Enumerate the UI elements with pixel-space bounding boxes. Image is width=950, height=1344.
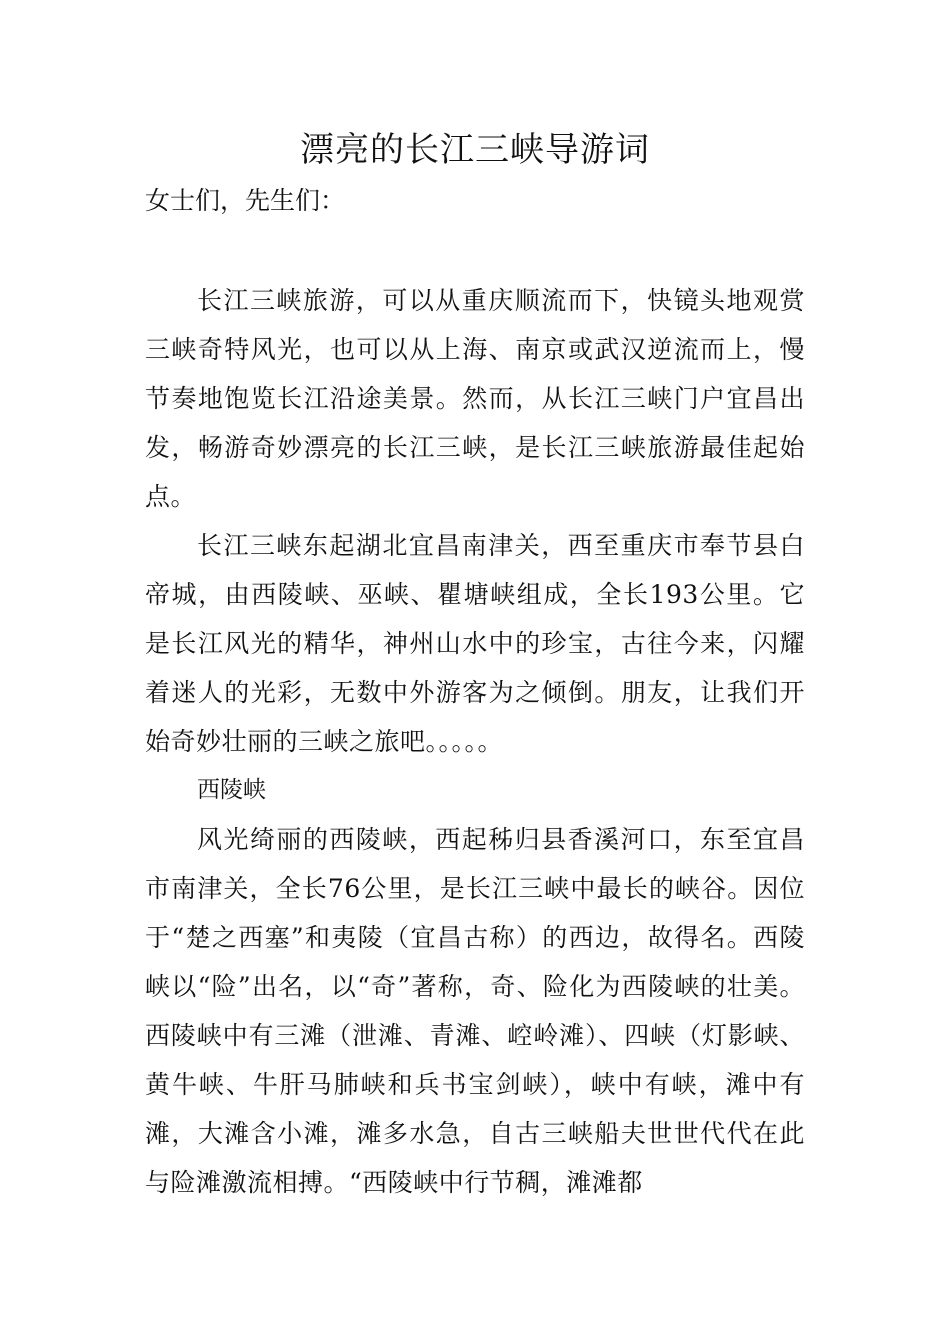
- document-title: 漂亮的长江三峡导游词: [300, 130, 650, 170]
- paragraph-xiling: 风光绮丽的西陵峡，西起秭归县香溪河口，东至宜昌市南津关，全长76公里，是长江三峡中最长的峡谷。因位于“楚之西塞”和夷陵（宜昌古称）的西边，故得名。西陵峡以“险”出名，以“奇”著称，奇、险化为西陵峡的壮美。西陵峡中有三滩（泄滩、青滩、崆岭滩）、四峡（灯影峡、黄牛峡、牛肝马肺峡和兵书宝剑峡），峡中有峡，滩中有滩，大滩含小滩，滩多水急，自古三峡船夫世世代代在此与险滩激流相搏。“西陵峡中行节稠，滩滩都: [145, 825, 805, 1197]
- paragraph-intro: 长江三峡旅游，可以从重庆顺流而下，快镜头地观赏三峡奇特风光，也可以从上海、南京或武汉逆流而上，慢节奏地饱览长江沿途美景。然而，从长江三峡门户宜昌出发，畅游奇妙漂亮的长江三峡，是长江三峡旅游最佳起始点。: [145, 286, 805, 511]
- section-heading: 西陵峡: [197, 777, 266, 803]
- paragraph-overview: 长江三峡东起湖北宜昌南津关，西至重庆市奉节县白帝城，由西陵峡、巫峡、瞿塘峡组成，全长193公里。它是长江风光的精华，神州山水中的珍宝，古往今来，闪耀着迷人的光彩，无数中外游客为之倾倒。朋友，让我们开始奇妙壮丽的三峡之旅吧。。。。。: [145, 531, 805, 756]
- salutation: 女士们，先生们：: [145, 186, 346, 215]
- document-body: [145, 276, 805, 1207]
